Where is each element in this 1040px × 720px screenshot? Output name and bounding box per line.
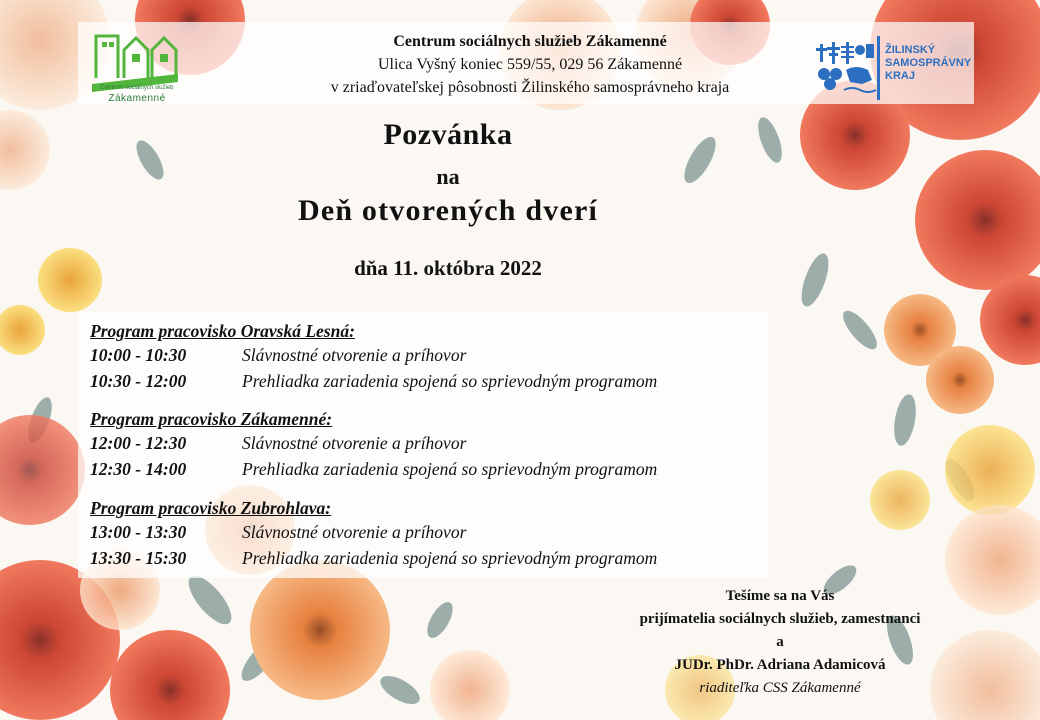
program-desc: Prehliadka zariadenia spojená so sprievodným programom [242,548,658,568]
zsk-coat-of-arms-icon [816,38,878,96]
program-section [90,497,657,571]
signatory-name: JUDr. PhDr. Adriana Adamicová [674,657,886,673]
program-time: 12:00 - 12:30 [90,433,187,453]
zsk-logo-line: ŽILINSKÝ [885,44,936,56]
closing-block [580,585,980,700]
program-time: 10:00 - 10:30 [90,345,187,365]
organization-name: Centrum sociálnych služieb Zákamenné [393,33,667,50]
closing-audience: prijímatelia sociálnych služieb, zamestnanci [639,611,921,627]
program-row [90,456,657,482]
program-desc: Slávnostné otvorenie a príhovor [242,345,467,365]
invitation-connector: na [436,164,460,189]
program-row [90,430,657,456]
program-desc: Slávnostné otvorenie a príhovor [242,522,467,542]
program-section [90,320,657,394]
invitation-title: Pozvánka [383,118,513,151]
zsk-logo-line: SAMOSPRÁVNY [885,57,972,69]
program-desc: Slávnostné otvorenie a príhovor [242,433,467,453]
zsk-logo-divider [877,36,880,100]
closing-greeting: Tešíme sa na Vás [725,588,835,604]
program-time: 12:30 - 14:00 [90,459,187,479]
program-time: 13:00 - 13:30 [90,522,187,542]
signatory-role: riaditeľka CSS Zákamenné [699,680,861,696]
program-desc: Prehliadka zariadenia spojená so sprievodným programom [242,459,658,479]
zsk-logo-text [885,44,975,83]
left-logo-name: Zákamenné [108,93,166,104]
program-row [90,368,657,394]
program-row [90,519,657,545]
program-title: Program pracovisko Zákamenné: [90,409,333,429]
program-row [90,342,657,368]
program-desc: Prehliadka zariadenia spojená so sprievodným programom [242,371,658,391]
program-title: Program pracovisko Zubrohlava: [90,498,332,518]
zsk-logo-line: KRAJ [885,70,915,82]
program-time: 10:30 - 12:00 [90,371,187,391]
organization-founder: v zriaďovateľskej pôsobnosti Žilinského samosprávneho kraja [330,79,730,96]
event-date: dňa 11. októbra 2022 [354,256,542,280]
event-name: Deň otvorených dverí [297,194,599,227]
organization-address: Ulica Vyšný koniec 559/55, 029 56 Zákamenné [377,56,683,73]
program-title: Program pracovisko Oravská Lesná: [90,321,355,341]
closing-connector: a [776,634,784,650]
header-block [230,30,830,99]
program-section [90,408,657,482]
program-time: 13:30 - 15:30 [90,548,187,568]
left-logo-caption: Centrum sociálnych služieb [100,85,174,91]
program-row [90,545,657,571]
